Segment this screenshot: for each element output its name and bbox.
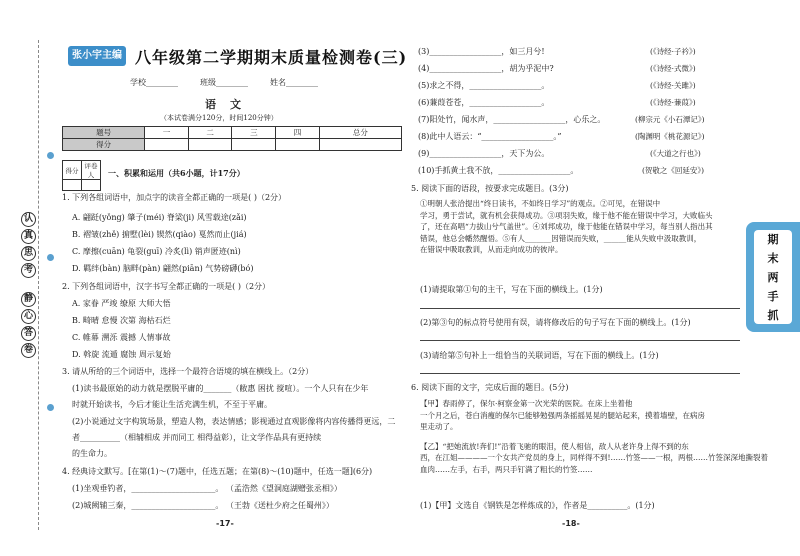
passage-line: 【甲】春雨停了，保尔·柯察金第一次光荣的医院。在床上坐着他 — [420, 399, 633, 408]
recitation-line: (7)阳处竹，闻水声，__________________，心乐之。 — [418, 115, 606, 124]
question-line: 1. 下列各组词语中，加点字的读音全都正确的一项是( )（2分） — [62, 193, 287, 202]
motto-char: 心 — [21, 309, 36, 324]
question-line: 3. 请从所给的三个词语中，选择一个最符合语境的填在横线上。（2分） — [62, 367, 314, 376]
tab-char: 期 — [767, 233, 779, 246]
passage-line: 在错误中吸取教训，从而走向成功的彼岸。 — [420, 245, 563, 254]
recitation-line: (3)__________________，如三月兮! — [418, 47, 545, 56]
recitation-source: (《诗经·关雎》) — [650, 81, 696, 90]
option-line: D. 斡旋 流遁 腐蚀 周示复始 — [72, 350, 171, 359]
question-line: 4. 经典诗文默写。[在第(1)～(7)题中，任选五题；在第(8)～(10)题中，任选一题](6分) — [62, 467, 373, 476]
question-line: (1)坐观垂钓者，_____________________。 （孟浩然《望洞庭湖赠张丞相》） — [72, 484, 342, 493]
side-tab-label — [754, 230, 792, 324]
score-header: 题号 — [63, 127, 145, 139]
question-line: 5. 阅读下面的语段，按要求完成题目。(3分) — [411, 184, 569, 193]
recitation-source: (《诗经·蒹葭》) — [650, 98, 696, 107]
score-cell[interactable] — [319, 139, 401, 151]
passage-line: 一个月之后，苍白消瘦的保尔已能够勉强两条摇摇晃晃的腿站起来，摸着墙壁，在病房 — [420, 410, 705, 420]
recitation-source: (《大道之行也》) — [650, 149, 701, 158]
passage-line: 【乙】“把她流放!奔们!”沿着飞驰的眼泪，使人相信，敌人从老许身上得不到的东 — [420, 441, 689, 451]
score-cell[interactable] — [232, 139, 276, 151]
page-number-right: -18- — [562, 519, 580, 528]
grader-label: 评卷人 — [82, 161, 101, 180]
question-line: (2)小说通过文字构筑场景，塑造人物，表达情感；影视通过直观影像将内容传播得更远，二 — [72, 417, 396, 426]
recitation-source: (《诗经·式微》) — [650, 64, 696, 73]
passage-line: 血肉……左手，右手，两只手钉满了粗长的竹签…… — [420, 464, 593, 474]
option-line: D. 羁绊(bàn) 脑畔(pàn) 翩然(piān) 气势磅礴(bó) — [72, 264, 254, 273]
tab-char: 两 — [767, 271, 779, 284]
answer-line[interactable] — [420, 308, 740, 309]
motto-char: 答 — [21, 326, 36, 341]
question-line: 时就开始读书，今后才能让生活充满生机，不至于平庸。 — [72, 400, 272, 409]
option-line: B. 褶皱(zhě) 掮墅(lèi) 锲然(qiào) 戛然而止(jiá) — [72, 230, 247, 239]
brand-logo: 张小宇主编 — [68, 46, 126, 66]
motto-part-1 — [21, 210, 35, 280]
motto-char: 认 — [21, 212, 36, 227]
exam-note: （本试卷满分120分，时间120分钟） — [160, 114, 278, 122]
class-field: 班级________ — [200, 78, 248, 87]
binding-hole — [47, 404, 54, 411]
binding-hole — [47, 152, 54, 159]
page-title: 八年级第二学期期末质量检测卷(三) — [135, 48, 408, 67]
recitation-line: (6)蒹葭苍苍，__________________。 — [418, 98, 550, 107]
recitation-line: (4)__________________，胡为乎泥中? — [418, 64, 554, 73]
binding-line — [38, 40, 40, 530]
question-line: 6. 阅读下面的文字，完成后面的题目。(5分) — [411, 383, 569, 392]
question-line: (1)【甲】文选自《钢铁是怎样炼成的》，作者是__________。(1分) — [420, 501, 655, 510]
motto-char: 思 — [21, 246, 36, 261]
question-line: 者__________（相辅相成 并而同工 相得益彰），让文学作品具有更持续 — [72, 433, 322, 442]
score-label: 得分 — [63, 161, 82, 180]
passage-line: 错误，他总会幡然醒悟。⑤有人_______因错误而失败，______能从失败中汲取教训， — [420, 233, 702, 243]
score-cell[interactable] — [63, 180, 82, 191]
score-cell[interactable] — [276, 139, 320, 151]
binding-hole — [47, 254, 54, 261]
question-line: (1)读书最原始的动力就是摆脱平庸的_______（敝惠 困扰 搅喧）。一个人只有在少年 — [72, 384, 369, 393]
question-line: 的生命力。 — [72, 449, 112, 458]
passage-line: 西，在江姐————一个女共产党员的身上，同样得不到!……竹签——一根，两根……竹签深深地撕裂着 — [420, 453, 769, 462]
score-header: 三 — [232, 127, 276, 139]
grader-cell[interactable] — [82, 180, 101, 191]
passage-line: 里走动了。 — [420, 422, 458, 431]
option-line: C. 帷幕 溯泺 震撼 人情事故 — [72, 333, 171, 342]
motto-char: 静 — [21, 292, 36, 307]
option-line: A. 翩跹(yǒng) 肇子(méi) 脊梁(ji) 风雪载途(zǎi) — [72, 213, 247, 222]
motto-char: 卷 — [21, 343, 36, 358]
tab-char: 末 — [767, 252, 779, 265]
page-number-left: -17- — [216, 519, 234, 528]
passage-line: ①明朝人张洽提出“终日读书，不如终日学习”的观点。②可见，在错误中 — [420, 199, 661, 208]
option-line: C. 摩擦(cuān) 龟裂(guī) 冷炙(lì) 销声匿迹(nì) — [72, 247, 241, 256]
question-line: (2)第③句的标点符号使用有误，请将修改后的句子写在下面的横线上。(1分) — [420, 318, 691, 327]
motto-part-2 — [21, 290, 35, 360]
recitation-line: (8)此中人语云：“__________________。” — [418, 132, 562, 141]
section-title: 一、积累和运用（共6小题，计17分） — [108, 168, 245, 178]
question-line: (1)请提取第①句的主干，写在下面的横线上。(1分) — [420, 285, 603, 294]
recitation-source: (柳宗元《小石潭记》) — [635, 115, 705, 124]
question-line: (3)请给第⑤句补上一组恰当的关联词语，写在下面的横线上。(1分) — [420, 351, 659, 360]
passage-5 — [420, 198, 713, 256]
subject-title: 语文 — [205, 98, 255, 111]
name-field: 姓名________ — [270, 78, 318, 87]
answer-line[interactable] — [420, 340, 740, 341]
recitation-source: (陶渊明《桃花源记》) — [635, 132, 705, 141]
recitation-source: (贺敬之《回延安》) — [642, 166, 705, 175]
score-header: 总分 — [319, 127, 401, 139]
passage-line: 了，还在高唱“力拔山兮气盖世”。④刘邦成功，缘于他能在错误中学习，每当别人指出其 — [420, 222, 713, 231]
score-table — [62, 126, 402, 151]
option-line: B. 畸晴 怠慢 次第 海枯石烂 — [72, 316, 171, 325]
section-score-box — [62, 160, 102, 182]
question-line: (2)城阙辅三秦，_____________________。 （王勃《送杜少府之任蜀州》） — [72, 501, 334, 510]
option-line: A. 家眷 严竣 缭原 大师大悟 — [72, 299, 171, 308]
score-cell[interactable] — [188, 139, 232, 151]
motto-char: 考 — [21, 263, 36, 278]
recitation-line: (9)__________________，天下为公。 — [418, 149, 550, 158]
recitation-source: (《诗经·子衿》) — [650, 47, 696, 56]
tab-char: 抓 — [767, 309, 779, 322]
recitation-line: (5)求之不得，__________________。 — [418, 81, 550, 90]
recitation-line: (10)手抓黄土我不放，__________________。 — [418, 166, 579, 175]
motto-char: 真 — [21, 229, 36, 244]
score-cell[interactable] — [145, 139, 189, 151]
score-row-label: 得分 — [63, 139, 145, 151]
answer-line[interactable] — [420, 373, 740, 374]
tab-char: 手 — [767, 290, 779, 303]
question-line: 2. 下列各组词语中，汉字书写全都正确的一项是( )（2分） — [62, 282, 271, 291]
score-header: 二 — [188, 127, 232, 139]
score-header: 四 — [276, 127, 320, 139]
school-field: 学校________ — [130, 78, 178, 87]
passage-line: 学习，勇于尝试，就有机会获得成功。③项羽失败，缘于他不能在错误中学习，大败临头 — [420, 210, 713, 220]
score-header: 一 — [145, 127, 189, 139]
passage-6 — [420, 398, 768, 475]
